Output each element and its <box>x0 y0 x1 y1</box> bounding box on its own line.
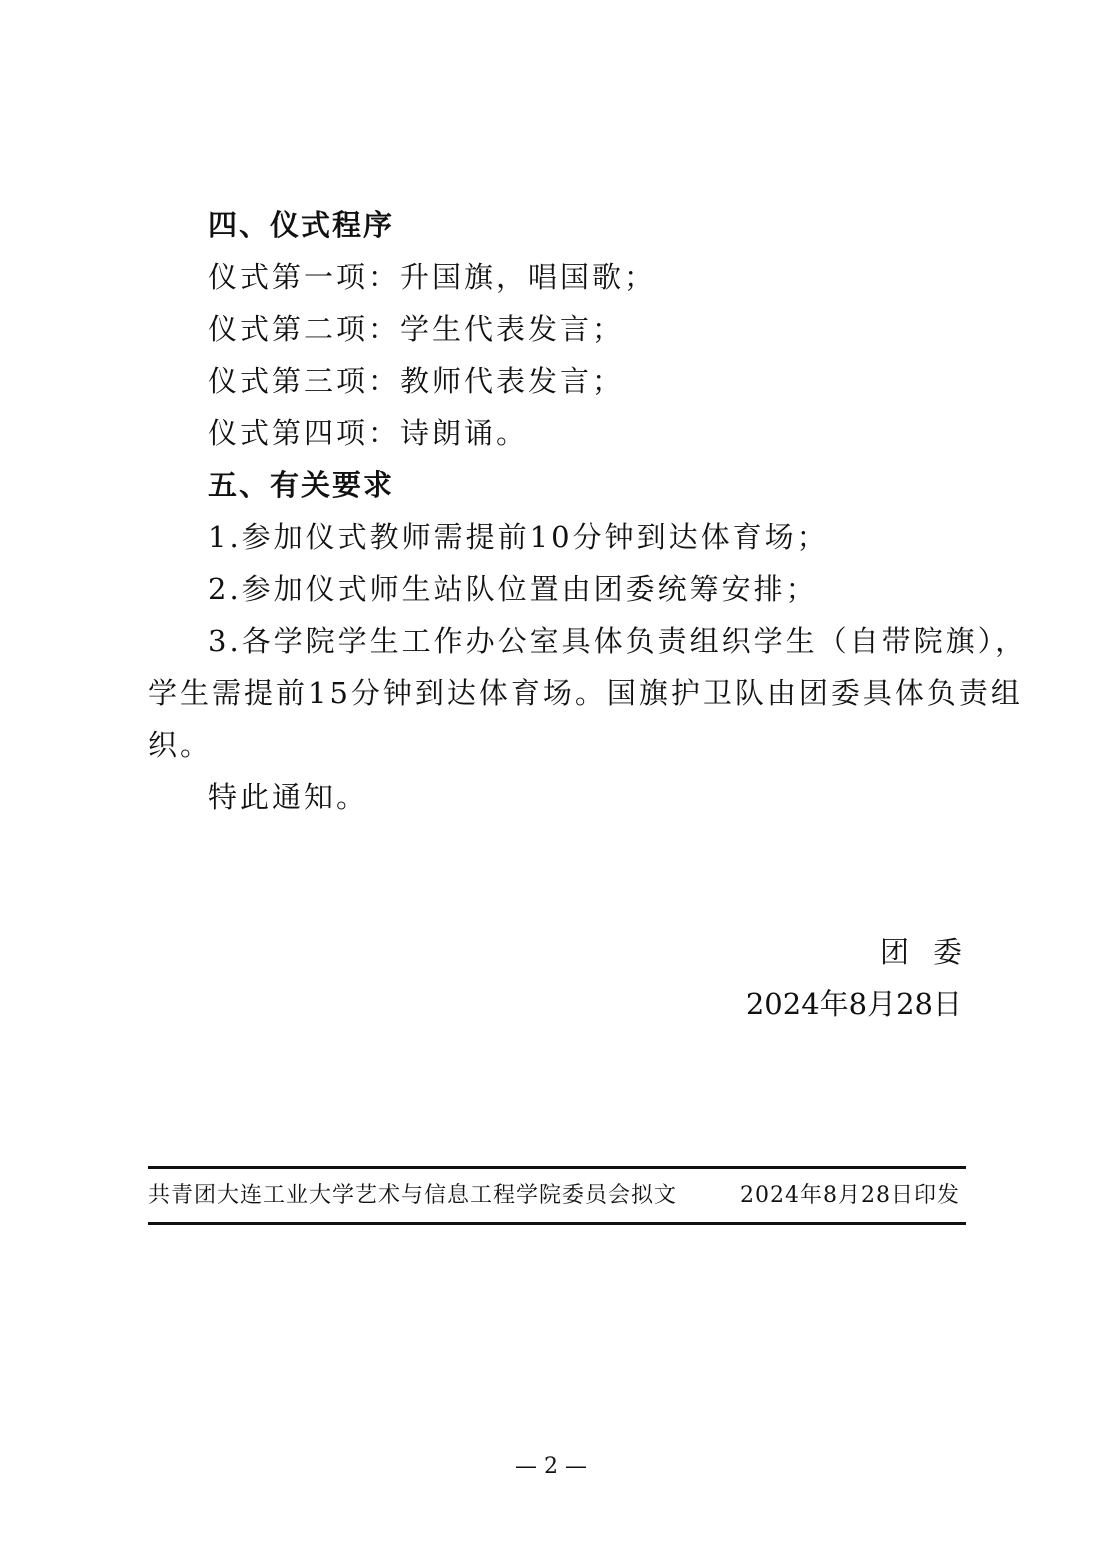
signature-organization: 团委 <box>879 935 986 969</box>
page-number: — 2 — <box>515 1454 587 1479</box>
footer-issue-date: 2024年8月28日印发 <box>740 1183 960 1208</box>
procedure-item-3: 仪式第三项：教师代表发言； <box>208 364 625 398</box>
requirement-1: 1.参加仪式教师需提前10分钟到达体育场； <box>208 520 829 554</box>
requirement-3-line-2: 学生需提前15分钟到达体育场。国旗护卫队由团委具体负责组 <box>148 676 1023 710</box>
footer-bottom-rule <box>148 1222 966 1225</box>
requirement-3-line-1: 3.各学院学生工作办公室具体负责组织学生（自带院旗）， <box>208 624 1028 658</box>
section-heading-requirements: 五、有关要求 <box>208 468 395 502</box>
procedure-item-4: 仪式第四项：诗朗诵。 <box>208 416 529 450</box>
procedure-item-1: 仪式第一项：升国旗，唱国歌； <box>208 260 657 294</box>
closing-remark: 特此通知。 <box>208 780 369 814</box>
requirement-3-line-3: 织。 <box>148 728 213 762</box>
requirement-2: 2.参加仪式师生站队位置由团委统筹安排； <box>208 572 818 606</box>
procedure-item-2: 仪式第二项：学生代表发言； <box>208 312 625 346</box>
footer-top-rule <box>148 1166 966 1169</box>
section-heading-ceremony-procedure: 四、仪式程序 <box>208 208 395 242</box>
signature-date: 2024年8月28日 <box>745 987 962 1021</box>
footer-drafted-by: 共青团大连工业大学艺术与信息工程学院委员会拟文 <box>148 1183 678 1208</box>
